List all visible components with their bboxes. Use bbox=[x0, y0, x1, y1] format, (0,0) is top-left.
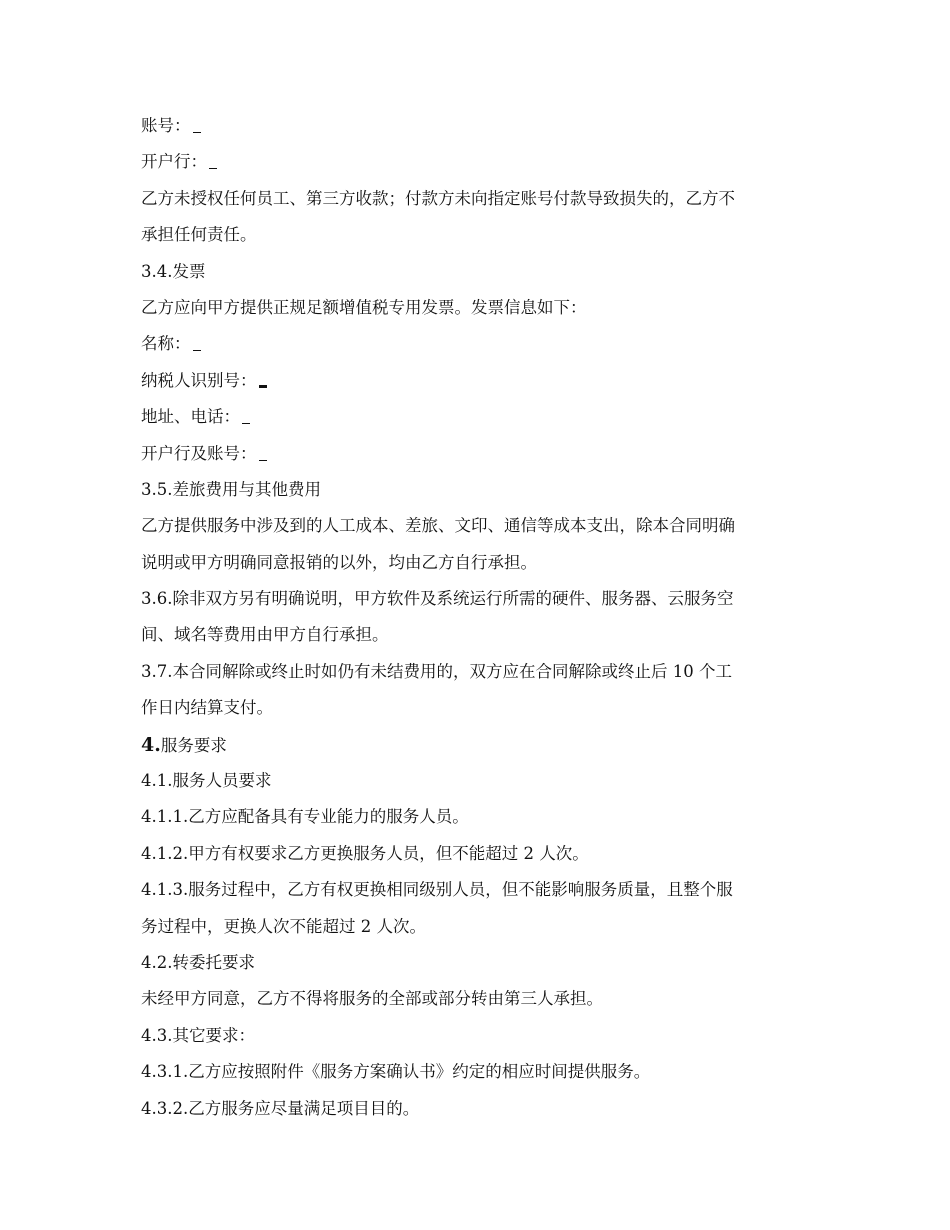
section-heading: 4.1.服务人员要求 bbox=[141, 771, 272, 791]
fill-in-blank bbox=[259, 459, 267, 461]
paragraph-line: 4.1.1.乙方应配备具有专业能力的服务人员。 bbox=[141, 807, 469, 827]
paragraph-line: 未经甲方同意，乙方不得将服务的全部或部分转由第三人承担。 bbox=[141, 989, 603, 1009]
fill-in-blank bbox=[259, 384, 267, 388]
paragraph-line: 乙方未授权任何员工、第三方收款；付款方未向指定账号付款导致损失的，乙方不 bbox=[141, 188, 735, 208]
chapter-number: 4. bbox=[141, 733, 161, 756]
document-body bbox=[141, 108, 813, 1127]
paragraph-line: 承担任何责任。 bbox=[141, 225, 257, 245]
paragraph-line: 作日内结算支付。 bbox=[141, 698, 273, 718]
paragraph-line: 务过程中，更换人次不能超过 2 人次。 bbox=[141, 916, 426, 936]
fill-in-blank bbox=[242, 422, 250, 424]
fill-in-blank bbox=[193, 349, 201, 351]
section-heading: 3.5.差旅费用与其他费用 bbox=[141, 479, 321, 499]
section-heading: 4.2.转委托要求 bbox=[141, 952, 255, 972]
field-tax-id bbox=[141, 363, 813, 399]
paragraph-line: 3.7.本合同解除或终止时如仍有未结费用的，双方应在合同解除或终止后 10 个工 bbox=[141, 661, 732, 681]
paragraph-line: 间、域名等费用由甲方自行承担。 bbox=[141, 625, 389, 645]
chapter-heading bbox=[141, 727, 813, 763]
fill-in-blank bbox=[209, 167, 217, 169]
chapter-title: 服务要求 bbox=[160, 735, 227, 755]
field-label: 开户行： bbox=[141, 152, 207, 172]
field-label: 纳税人识别号： bbox=[141, 370, 257, 390]
paragraph-line: 4.3.2.乙方服务应尽量满足项目目的。 bbox=[141, 1098, 420, 1118]
field-label: 地址、电话： bbox=[141, 407, 240, 427]
paragraph-line: 乙方应向甲方提供正规足额增值税专用发票。发票信息如下： bbox=[141, 297, 587, 317]
field-bank-account bbox=[141, 436, 813, 472]
paragraph-line: 3.6.除非双方另有明确说明，甲方软件及系统运行所需的硬件、服务器、云服务空 bbox=[141, 589, 734, 609]
field-bank bbox=[141, 144, 813, 180]
paragraph-line: 乙方提供服务中涉及到的人工成本、差旅、文印、通信等成本支出，除本合同明确 bbox=[141, 516, 735, 536]
field-label: 名称： bbox=[141, 334, 191, 354]
field-label: 账号： bbox=[141, 116, 191, 135]
paragraph-line: 4.1.3.服务过程中，乙方有权更换相同级别人员，但不能影响服务质量，且整个服 bbox=[141, 880, 733, 900]
section-heading: 3.4.发票 bbox=[141, 261, 206, 281]
fill-in-blank bbox=[193, 131, 201, 133]
section-heading: 4.3.其它要求： bbox=[141, 1025, 255, 1045]
field-name bbox=[141, 326, 813, 362]
paragraph-line: 4.1.2.甲方有权要求乙方更换服务人员，但不能超过 2 人次。 bbox=[141, 843, 589, 863]
paragraph-line: 4.3.1.乙方应按照附件《服务方案确认书》约定的相应时间提供服务。 bbox=[141, 1062, 651, 1082]
field-label: 开户行及账号： bbox=[141, 443, 257, 463]
field-address-phone bbox=[141, 399, 813, 435]
field-account bbox=[141, 108, 813, 144]
paragraph-line: 说明或甲方明确同意报销的以外，均由乙方自行承担。 bbox=[141, 552, 537, 572]
